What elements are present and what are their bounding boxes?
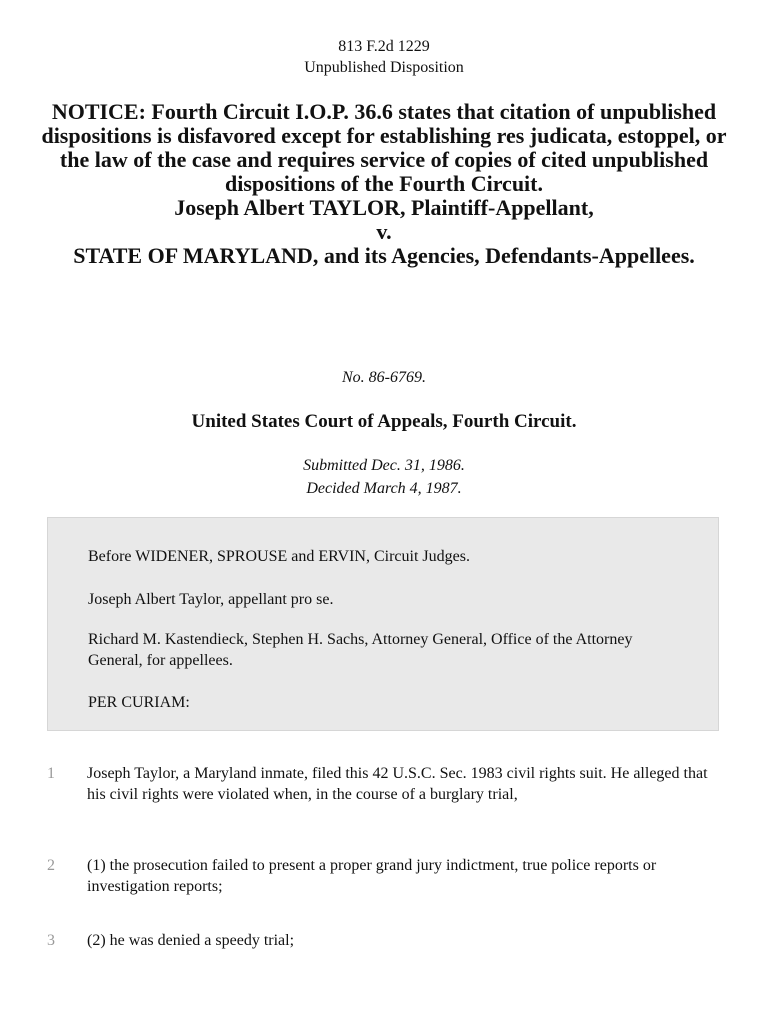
court-name: United States Court of Appeals, Fourth Circuit. (191, 411, 577, 432)
docket-number: No. 86-6769. (342, 369, 426, 386)
citation: 813 F.2d 1229 (338, 38, 430, 55)
per-curiam-label: PER CURIAM: (88, 694, 190, 711)
decided-date: Decided March 4, 1987. (306, 480, 462, 497)
judges-line: Before WIDENER, SPROUSE and ERVIN, Circuit Judges. (88, 548, 470, 565)
case-title (40, 100, 728, 268)
disposition-label: Unpublished Disposition (304, 59, 464, 76)
document-header (0, 36, 768, 78)
appellee-counsel: Richard M. Kastendieck, Stephen H. Sachs, Attorney General, Office of the Attorney General, for appellees. (88, 631, 633, 669)
submitted-date: Submitted Dec. 31, 1986. (303, 457, 465, 474)
paragraph-text: Joseph Taylor, a Maryland inmate, filed this 42 U.S.C. Sec. 1983 civil rights suit. He alleged that his civil rights were violated when, in the course of a burglary trial, (87, 765, 708, 803)
notice-text: NOTICE: Fourth Circuit I.O.P. 36.6 states that citation of unpublished dispositions is disfavored except for establishing res judicata, estoppel, or the law of the case and requires service of copies of cited unpublished dispositions of the Fourth Circuit. (41, 99, 727, 196)
paragraph-number: 3 (47, 932, 55, 949)
plaintiff-name: Joseph Albert TAYLOR, Plaintiff-Appellant, (174, 195, 594, 220)
paragraph-number: 1 (47, 765, 55, 782)
versus-label: v. (376, 219, 392, 244)
paragraph-text: (1) the prosecution failed to present a proper grand jury indictment, true police reports or investigation reports; (87, 857, 657, 895)
paragraph-number: 2 (47, 857, 55, 874)
appellant-counsel: Joseph Albert Taylor, appellant pro se. (88, 591, 334, 608)
paragraph-text: (2) he was denied a speedy trial; (87, 932, 295, 949)
defendant-name: STATE OF MARYLAND, and its Agencies, Defendants-Appellees. (73, 243, 695, 268)
case-dates (0, 454, 768, 500)
case-info-panel (47, 517, 719, 731)
